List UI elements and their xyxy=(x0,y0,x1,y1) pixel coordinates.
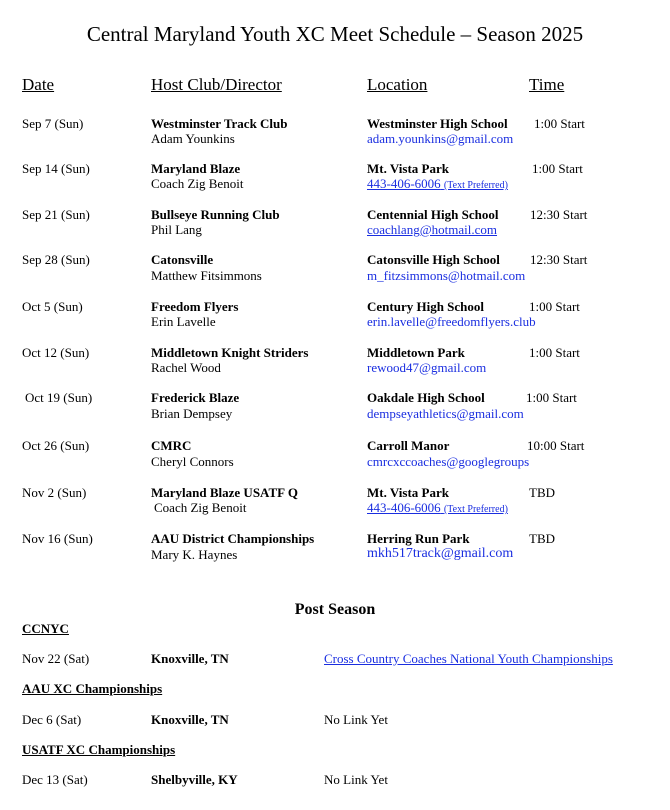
meet-time: 12:30 Start xyxy=(530,252,588,267)
meet-time: 1:00 Start xyxy=(534,116,585,131)
meet-date: Oct 26 (Sun) xyxy=(22,438,90,453)
header-time: Time xyxy=(529,75,565,94)
meet-host: AAU District Championships xyxy=(151,531,315,546)
meet-date: Sep 21 (Sun) xyxy=(22,207,90,222)
phone-number: 443-406-6006 xyxy=(367,176,441,191)
event-date: Dec 6 (Sat) xyxy=(22,712,82,727)
meet-director: Adam Younkins xyxy=(151,131,235,146)
meet-director: Matthew Fitsimmons xyxy=(151,268,262,283)
event-date: Dec 13 (Sat) xyxy=(22,772,88,787)
contact-note: (Text Preferred) xyxy=(443,504,508,515)
meet-contact[interactable]: mkh517track@gmail.com xyxy=(367,546,514,561)
meet-location: Mt. Vista Park xyxy=(367,161,449,176)
meet-date: Oct 19 (Sun) xyxy=(25,390,93,405)
meet-date: Sep 7 (Sun) xyxy=(22,116,84,131)
meet-director: Coach Zig Benoit xyxy=(154,500,247,515)
post-season-title: Post Season xyxy=(294,601,376,618)
event-date: Nov 22 (Sat) xyxy=(22,651,90,666)
meet-contact[interactable]: erin.lavelle@freedomflyers.club xyxy=(367,314,536,329)
contact-note: (Text Preferred) xyxy=(443,180,508,191)
meet-director: Rachel Wood xyxy=(151,360,221,375)
meet-location: Carroll Manor xyxy=(367,438,450,453)
meet-time: TBD xyxy=(529,485,555,500)
meet-director: Coach Zig Benoit xyxy=(151,176,244,191)
meet-director: Mary K. Haynes xyxy=(151,547,238,562)
meet-host: Middletown Knight Striders xyxy=(151,345,309,360)
event-heading: CCNYC xyxy=(22,621,69,636)
meet-host: CMRC xyxy=(151,438,192,453)
meet-time: 1:00 Start xyxy=(529,345,580,360)
event-link[interactable]: Cross Country Coaches National Youth Championships xyxy=(324,651,613,666)
phone-number: 443-406-6006 xyxy=(367,500,441,515)
header-location: Location xyxy=(367,75,428,94)
meet-date: Oct 5 (Sun) xyxy=(22,299,83,314)
meet-date: Sep 14 (Sun) xyxy=(22,161,90,176)
meet-location: Mt. Vista Park xyxy=(367,485,449,500)
event-place: Shelbyville, KY xyxy=(151,772,238,787)
meet-director: Phil Lang xyxy=(151,222,202,237)
meet-date: Nov 16 (Sun) xyxy=(22,531,93,546)
meet-host: Maryland Blaze xyxy=(151,161,241,176)
meet-time: 1:00 Start xyxy=(526,390,577,405)
meet-time: 12:30 Start xyxy=(530,207,588,222)
meet-location: Westminster High School xyxy=(367,116,508,131)
event-heading: USATF XC Championships xyxy=(22,742,176,757)
meet-date: Sep 28 (Sun) xyxy=(22,252,90,267)
meet-location: Herring Run Park xyxy=(367,531,470,546)
meet-contact-phone[interactable] xyxy=(367,176,508,192)
header-date: Date xyxy=(22,75,55,94)
meet-time: 1:00 Start xyxy=(532,161,583,176)
meet-date: Nov 2 (Sun) xyxy=(22,485,87,500)
meet-host: Bullseye Running Club xyxy=(151,207,280,222)
header-host: Host Club/Director xyxy=(151,75,282,94)
page-title: Central Maryland Youth XC Meet Schedule – Season 2025 xyxy=(86,22,584,46)
event-link-status: No Link Yet xyxy=(324,712,388,727)
meet-contact[interactable]: cmrcxccoaches@googlegroups xyxy=(367,454,530,469)
meet-time: 1:00 Start xyxy=(529,299,580,314)
meet-contact-phone[interactable] xyxy=(367,500,508,516)
meet-contact[interactable]: rewood47@gmail.com xyxy=(367,360,487,375)
meet-host: Catonsville xyxy=(151,252,214,267)
meet-time: 10:00 Start xyxy=(527,438,585,453)
meet-location: Oakdale High School xyxy=(367,390,485,405)
meet-location: Century High School xyxy=(367,299,485,314)
meet-host: Frederick Blaze xyxy=(151,390,240,405)
event-place: Knoxville, TN xyxy=(151,651,229,666)
meet-director: Erin Lavelle xyxy=(151,314,216,329)
meet-director: Brian Dempsey xyxy=(151,406,233,421)
meet-host: Westminster Track Club xyxy=(151,116,288,131)
meet-contact[interactable]: adam.younkins@gmail.com xyxy=(367,131,514,146)
meet-location: Centennial High School xyxy=(367,207,499,222)
meet-contact[interactable]: m_fitzsimmons@hotmail.com xyxy=(367,268,526,283)
meet-contact[interactable]: dempseyathletics@gmail.com xyxy=(367,406,524,421)
meet-host: Maryland Blaze USATF Q xyxy=(151,485,298,500)
event-place: Knoxville, TN xyxy=(151,712,229,727)
event-link-status: No Link Yet xyxy=(324,772,388,787)
meet-contact[interactable]: coachlang@hotmail.com xyxy=(367,222,498,237)
meet-director: Cheryl Connors xyxy=(151,454,234,469)
meet-date: Oct 12 (Sun) xyxy=(22,345,90,360)
meet-host: Freedom Flyers xyxy=(151,299,239,314)
meet-location: Middletown Park xyxy=(367,345,465,360)
event-heading: AAU XC Championships xyxy=(22,681,163,696)
meet-time: TBD xyxy=(529,531,555,546)
meet-location: Catonsville High School xyxy=(367,252,500,267)
